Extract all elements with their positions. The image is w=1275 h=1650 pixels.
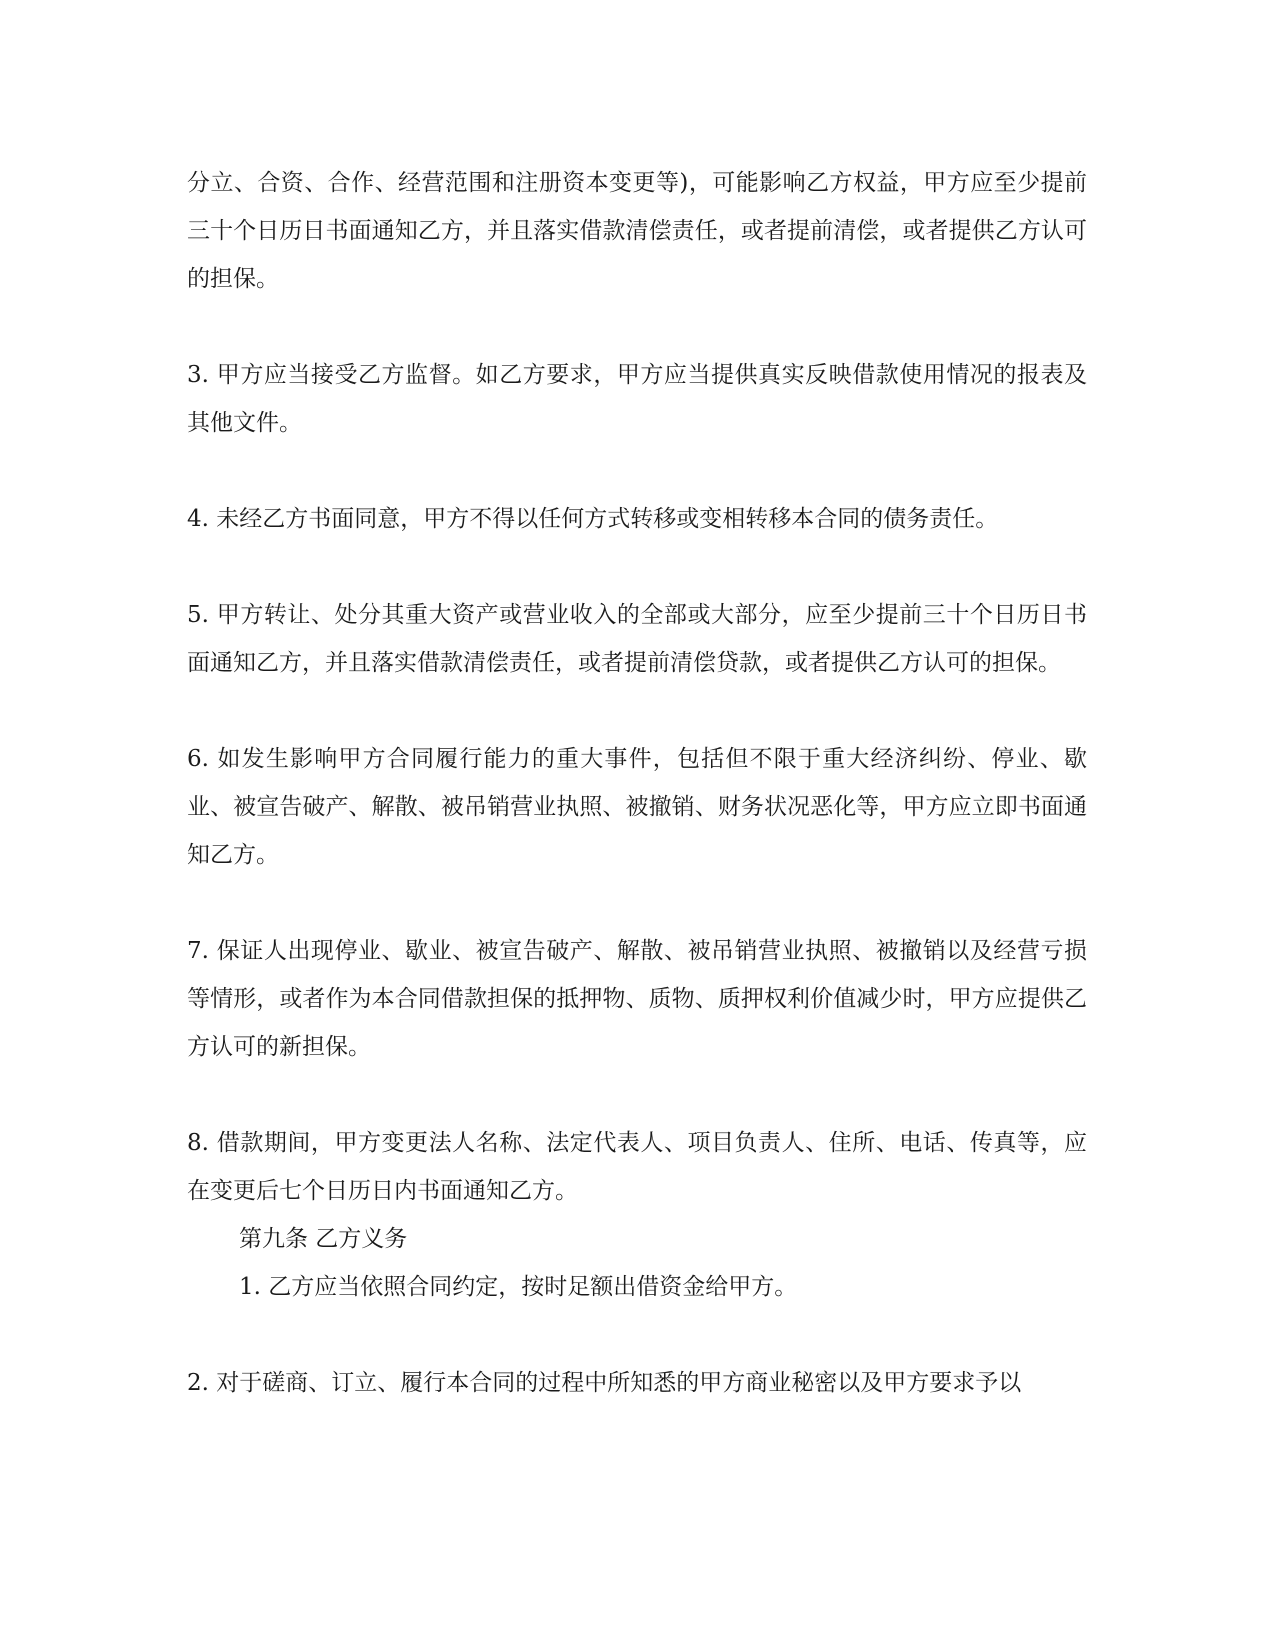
paragraph-clause-4: 4. 未经乙方书面同意，甲方不得以任何方式转移或变相转移本合同的债务责任。 [187, 506, 999, 532]
paragraph-clause-7: 7. 保证人出现停业、歇业、被宣告破产、解散、被吊销营业执照、被撤销以及经营亏损等情形，或者作为本合同借款担保的抵押物、质物、质押权利价值减少时，甲方应提供乙方认可的新担保。 [187, 938, 1087, 1060]
paragraph-clause-6: 6. 如发生影响甲方合同履行能力的重大事件，包括但不限于重大经济纠纷、停业、歇业、被宣告破产、解散、被吊销营业执照、被撤销、财务状况恶化等，甲方应立即书面通知乙方。 [187, 746, 1087, 868]
paragraph-clause-8: 8. 借款期间，甲方变更法人名称、法定代表人、项目负责人、住所、电话、传真等，应在变更后七个日历日内书面通知乙方。 [187, 1130, 1087, 1204]
article-9-heading: 第九条 乙方义务 [239, 1226, 408, 1252]
paragraph-article-9-clause-2: 2. 对于磋商、订立、履行本合同的过程中所知悉的甲方商业秘密以及甲方要求予以 [187, 1370, 1022, 1396]
paragraph-continued-notice: 分立、合资、合作、经营范围和注册资本变更等)，可能影响乙方权益，甲方应至少提前三十个日历日书面通知乙方，并且落实借款清偿责任，或者提前清偿，或者提供乙方认可的担保。 [187, 170, 1087, 292]
paragraph-clause-5: 5. 甲方转让、处分其重大资产或营业收入的全部或大部分，应至少提前三十个日历日书面通知乙方，并且落实借款清偿责任，或者提前清偿贷款，或者提供乙方认可的担保。 [187, 602, 1087, 676]
document-body [187, 159, 1087, 1407]
paragraph-article-9-clause-1: 1. 乙方应当依照合同约定，按时足额出借资金给甲方。 [239, 1274, 798, 1300]
paragraph-clause-3: 3. 甲方应当接受乙方监督。如乙方要求，甲方应当提供真实反映借款使用情况的报表及其他文件。 [187, 362, 1087, 436]
